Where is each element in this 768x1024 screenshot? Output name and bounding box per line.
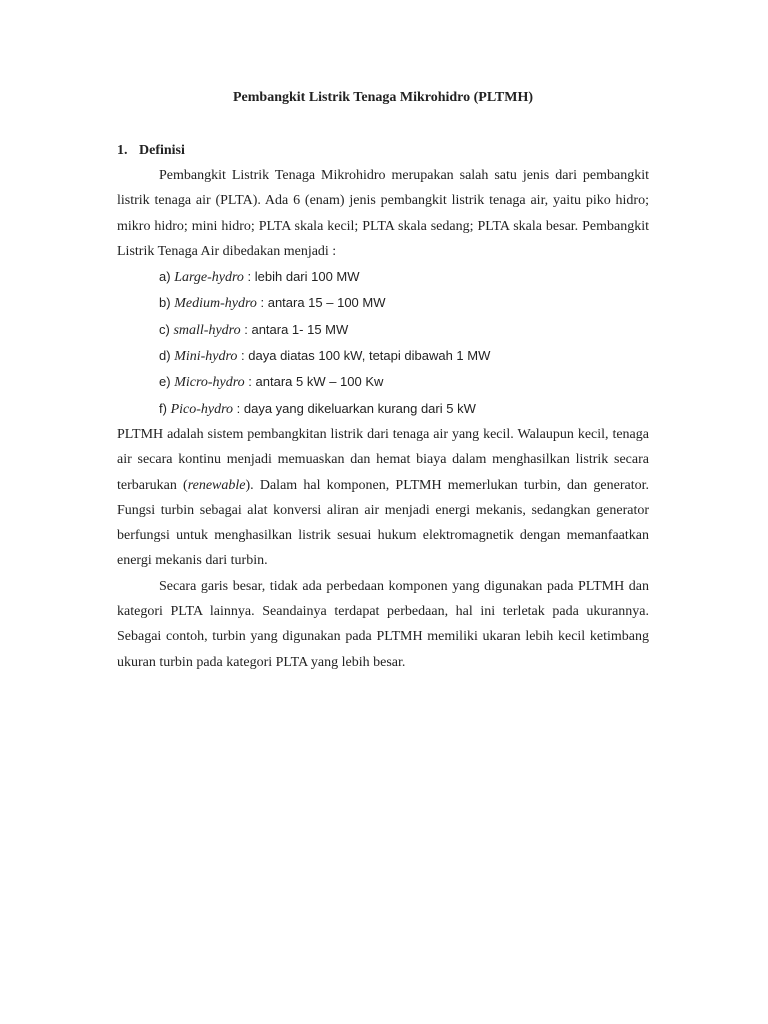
list-term: small-hydro: [173, 322, 241, 338]
list-marker: b): [159, 295, 171, 311]
list-term: Large-hydro: [174, 270, 244, 286]
list-item: [117, 369, 649, 395]
list-marker: d): [159, 348, 171, 364]
pltmh-paragraph: [117, 422, 649, 574]
paragraph-text: PLTMH adalah sistem pembangkitan listrik dari tenaga air yang kecil. Walaupun kecil, tenaga air secara kontinu menjadi memuaskan dan hemat biaya dalam menghasilkan listrik secara terbarukan (: [117, 426, 649, 493]
document-title: Pembangkit Listrik Tenaga Mikrohidro (PLTMH): [232, 90, 533, 105]
section-title: Definisi: [139, 143, 185, 158]
paragraph-text: ). Dalam hal komponen, PLTMH memerlukan turbin, dan generator. Fungsi turbin sebagai alat konversi aliran air menjadi energi mekanis, sedangkan generator berfungsi untuk menghasilkan listrik sesuai hukum elektromagnetik dengan memanfaatkan energi mekanis dari turbin.: [117, 477, 649, 569]
list-marker: a): [159, 269, 171, 285]
list-term: Medium-hydro: [174, 296, 257, 312]
list-marker: c): [159, 321, 170, 337]
renewable-term: renewable: [187, 477, 246, 493]
intro-paragraph: Pembangkit Listrik Tenaga Mikrohidro merupakan salah satu jenis dari pembangkit listrik tenaga air (PLTA). Ada 6 (enam) jenis pembangkit listrik tenaga air, yaitu piko hidro; mikro hidro; mini hidro; PLTA skala kecil; PLTA skala sedang; PLTA skala besar. Pembangkit Listrik Tenaga Air dibedakan menjadi :: [117, 168, 649, 259]
list-term: Micro-hydro: [174, 375, 245, 391]
list-description: : antara 15 – 100 MW: [256, 295, 386, 311]
list-item: [117, 290, 649, 316]
section-number: 1.: [117, 143, 128, 158]
list-item: [117, 343, 649, 369]
list-item: [117, 317, 649, 343]
list-term: Mini-hydro: [174, 349, 238, 365]
list-marker: e): [159, 374, 171, 390]
list-description: : antara 5 kW – 100 Kw: [244, 374, 384, 390]
hydro-classification-list: [117, 264, 649, 422]
list-description: : daya yang dikeluarkan kurang dari 5 kW: [233, 400, 476, 416]
list-description: : antara 1- 15 MW: [240, 321, 349, 337]
section-heading: [117, 138, 649, 163]
list-description: : daya diatas 100 kW, tetapi dibawah 1 MW: [237, 348, 491, 364]
comparison-paragraph: Secara garis besar, tidak ada perbedaan komponen yang digunakan pada PLTMH dan kategori PLTA lainnya. Seandainya terdapat perbedaan, hal ini terletak pada ukurannya. Sebagai contoh, turbin yang digunakan pada PLTMH memiliki ukaran lebih kecil ketimbang ukuran turbin pada kategori PLTA yang lebih besar.: [117, 578, 649, 670]
list-item: [117, 264, 649, 290]
list-term: Pico-hydro: [170, 401, 234, 417]
list-marker: f): [159, 400, 167, 416]
list-item: [117, 396, 649, 422]
list-description: : lebih dari 100 MW: [243, 269, 360, 285]
document-page: [117, 85, 649, 675]
